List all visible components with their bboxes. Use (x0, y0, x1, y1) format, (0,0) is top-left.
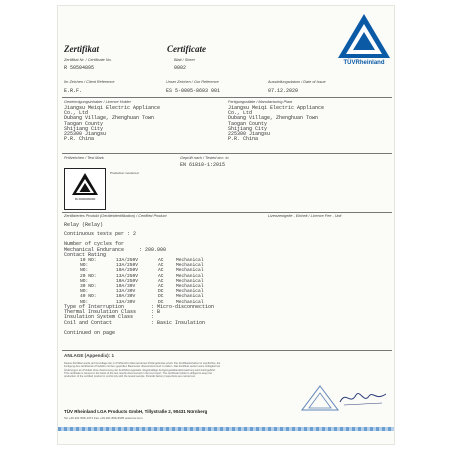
table-row-cell: 10 NO: (80, 258, 97, 263)
issue-date-value: 07.12.2020 (268, 88, 299, 94)
table-row-cell: 10A/30V (116, 294, 136, 300)
table-row-cell: Mechanical (176, 258, 204, 263)
issuer-contact: Tel +49 221 806-1371 Fax +49 221 806-3935 www.tuv.com (64, 416, 143, 420)
test-mark-label: Prüfzeichen / Test Mark (64, 156, 104, 160)
table-row-cell: 13A/30V (116, 289, 136, 295)
table-row-cell: NO: (80, 289, 89, 295)
table-row-cell: DC (158, 289, 164, 295)
product-name: Relay (Relay) (64, 222, 104, 228)
fee-unit-label: Lizenzentgelte - Einheit / Licence Fee - Unit (268, 214, 342, 218)
cert-no-value: R 50504895 (64, 65, 95, 71)
table-row-cell: Mechanical (176, 284, 204, 289)
table-row-cell: Mechanical (176, 273, 204, 279)
table-row-cell: 10A/250V (116, 268, 139, 274)
divider (62, 97, 392, 98)
table-row-cell: NO: (80, 278, 89, 284)
table-row-cell: AC (158, 273, 164, 279)
annex-label: ANLAGE (Appendix): 1 (64, 353, 115, 358)
manufacturer-address: Jiangsu Meiqi Electric Appliance Co., Ltd Dubang Village, Zhenghuan Town Taogan County Shijiang City 225300 Jiangsu P.R. China (228, 105, 325, 143)
table-row-cell: AC (158, 284, 164, 289)
table-row-cell: NO: (80, 299, 89, 305)
security-strip (58, 427, 394, 431)
our-ref-value: ES 5-0005-8603 001 (166, 88, 221, 94)
divider (62, 153, 392, 154)
logo-text: TÜVRheinland (343, 60, 385, 66)
holder-label: Genehmigungsinhaber / Licence Holder (64, 100, 131, 104)
table-row-cell: Mechanical (176, 278, 204, 284)
table-row-cell: AC (158, 268, 164, 274)
table-row-cell: 13A/250V (116, 263, 139, 269)
divider (62, 350, 392, 351)
issue-date-label: Ausstellungsdatum / Date of Issue (268, 80, 326, 84)
product-label: Zertifiziertes Produkt (Geräteidentifikation) / Certified Product (64, 214, 167, 218)
table-row-cell: DC (158, 299, 164, 305)
tuv-mark-icon (71, 172, 99, 196)
table-row-cell: 20 NO: (80, 273, 97, 279)
table-row-cell: 30 NO: (80, 284, 97, 289)
table-row-cell: Mechanical (176, 263, 204, 269)
table-row-cell: NO: (80, 263, 89, 269)
table-row-cell: Mechanical (176, 299, 204, 305)
client-ref-value: E.R.F. (64, 88, 83, 94)
table-row-cell: DC (158, 294, 164, 300)
issuer-org: TÜV Rheinland LGA Products GmbH, Tillystraße 2, 90431 Nürnberg (64, 409, 208, 414)
table-row-cell: 13A/250V (116, 273, 139, 279)
test-mark-box (64, 168, 106, 210)
signature-icon (338, 386, 388, 408)
mark-note: Production monitored (110, 171, 139, 175)
table-row-cell: 10A/30V (116, 284, 136, 289)
standard-value: EN 61810-1:2015 (180, 162, 226, 168)
tuv-seal-icon (300, 384, 340, 412)
table-row-cell: 13A/250V (116, 258, 139, 263)
table-row-cell: 10A/250V (116, 278, 139, 284)
client-ref-label: Ihr Zeichen / Client Reference (64, 80, 115, 84)
table-row-cell: AC (158, 278, 164, 284)
our-ref-label: Unser Zeichen / Our Reference (166, 80, 219, 84)
cert-no-label: Zertifikat Nr. / Certificate No. (64, 58, 112, 62)
title-en: Certificate (167, 44, 206, 54)
sheet-value: 0002 (174, 65, 187, 71)
test-mark-id: ID 0000000000 (74, 197, 96, 201)
sheet-label: Blatt / Sheet (174, 58, 195, 62)
table-row-cell: AC (158, 263, 164, 269)
table-row-cell: AC (158, 258, 164, 263)
divider (62, 212, 392, 213)
tested-acc-label: Geprüft nach / Tested acc. to (180, 156, 229, 160)
table-row-cell: 13A/30V (116, 299, 136, 305)
holder-address: Jiangsu Meiqi Electric Appliance Co., Ltd Dubang Village, Zhenghuan Town Taogan County Shijiang City 225300 Jiangsu P.R. China (64, 105, 161, 143)
manufacturer-label: Fertigungsstätte / Manufacturing Plant (228, 100, 293, 104)
table-row-cell: Mechanical (176, 289, 204, 295)
table-row-cell: NO: (80, 268, 89, 274)
table-row-cell: Mechanical (176, 268, 204, 274)
title-de: Zertifikat (64, 44, 99, 54)
spec-header: Continuous tests per : 2 Number of cycles for Mechanical Endurance : 200.000 Contact Rating (64, 231, 167, 258)
spec-tail: Type of Interruption : Micro-disconnection Thermal Insulation Class : B Insulation System Class : Coil and Contact : Basic Insulation Continued on page (64, 304, 215, 337)
table-row-cell: Mechanical (176, 294, 204, 300)
tuv-triangle-logo-icon (336, 12, 392, 62)
fine-print: Dieses Zertifikat wurde auf Grundlage der im Prüfbericht dokumentierten Prüfergebnisse erteilt. Der Zertifikatsinhaber ist verpflichtet, die Fertigung des zertifizierten Produkts mit dem geprüften Baumuster übereinstimmend zu halten. Das Zertifikat verliert seine Gültigkeit bei Änderungen am Produkt ohne Zustimmung der Zertifizierungsstelle. Regelmäßige Fertigungsstättenüberwachung wird durchgeführt. This certificate is issued on the basis of the test results documented in the test report. The certificate holder is obliged to keep the production of the certified product in conformity with the tested sample. Periodic factory inspections are carried out. (64, 362, 221, 379)
table-row-cell: 40 NO: (80, 294, 97, 300)
